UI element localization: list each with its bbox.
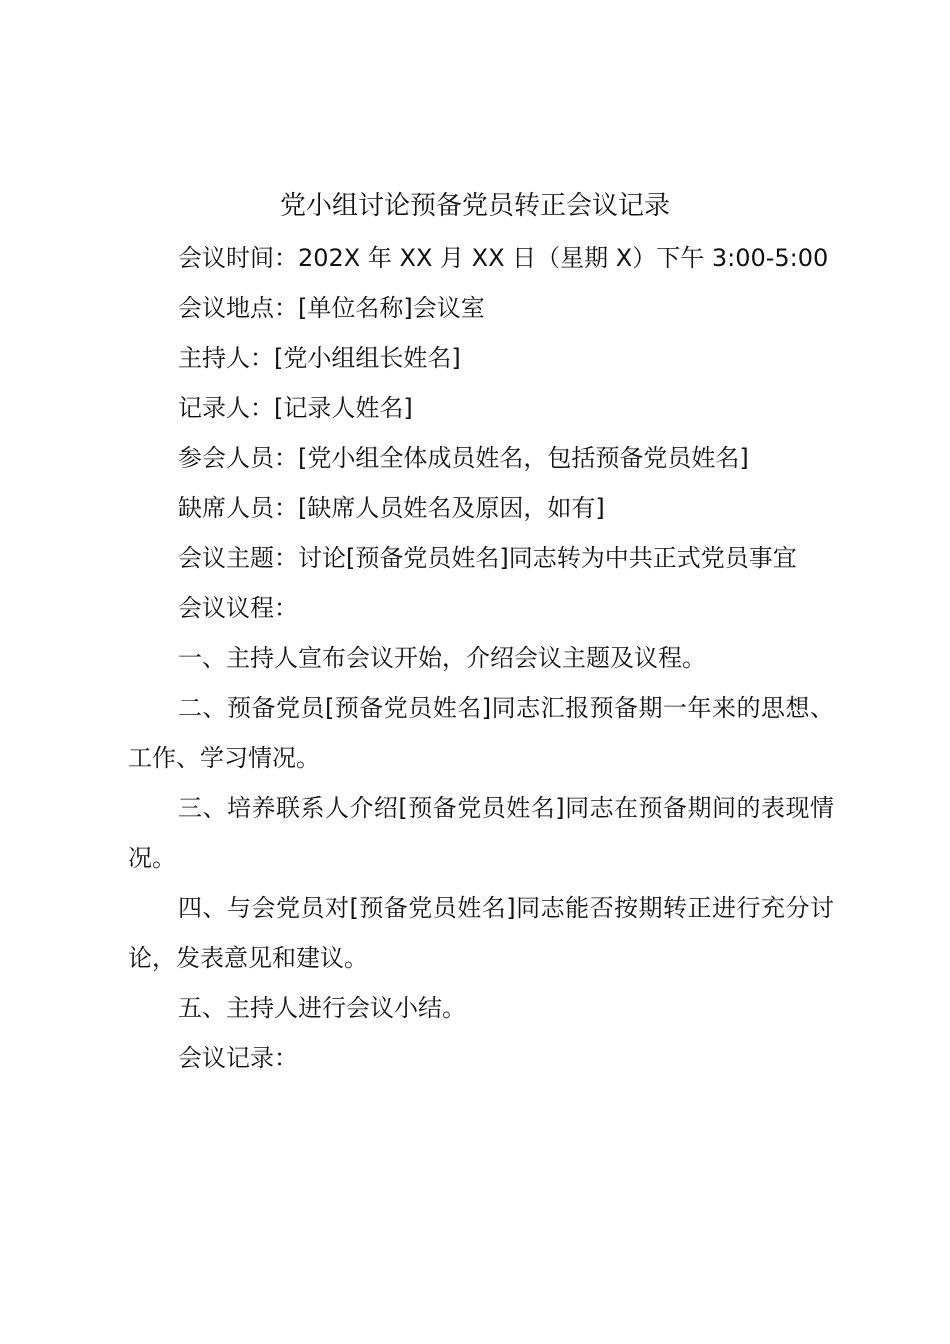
agenda-item-4: 四、与会党员对[预备党员姓名]同志能否按期转正进行充分讨论，发表意见和建议。 — [128, 894, 834, 972]
agenda-item-5: 五、主持人进行会议小结。 — [178, 994, 466, 1022]
meeting-location: 会议地点：[单位名称]会议室 — [178, 294, 485, 322]
agenda-item-3: 三、培养联系人介绍[预备党员姓名]同志在预备期间的表现情况。 — [128, 794, 834, 872]
agenda-item-1: 一、主持人宣布会议开始，介绍会议主题及议程。 — [178, 644, 706, 672]
minutes-heading: 会议记录： — [178, 1044, 298, 1072]
agenda-item-2: 二、预备党员[预备党员姓名]同志汇报预备期一年来的思想、工作、学习情况。 — [128, 694, 834, 772]
meeting-attendees: 参会人员：[党小组全体成员姓名，包括预备党员姓名] — [178, 444, 749, 472]
document-body — [128, 233, 834, 1083]
meeting-recorder: 记录人：[记录人姓名] — [178, 394, 413, 422]
meeting-absentees: 缺席人员：[缺席人员姓名及原因，如有] — [178, 494, 605, 522]
meeting-time: 会议时间：202X 年 XX 月 XX 日（星期 X）下午 3:00-5:00 — [178, 244, 829, 272]
meeting-topic: 会议主题：讨论[预备党员姓名]同志转为中共正式党员事宜 — [178, 544, 797, 572]
agenda-heading: 会议议程： — [178, 594, 298, 622]
document-title: 党小组讨论预备党员转正会议记录 — [279, 191, 670, 221]
meeting-host: 主持人：[党小组组长姓名] — [178, 344, 461, 372]
